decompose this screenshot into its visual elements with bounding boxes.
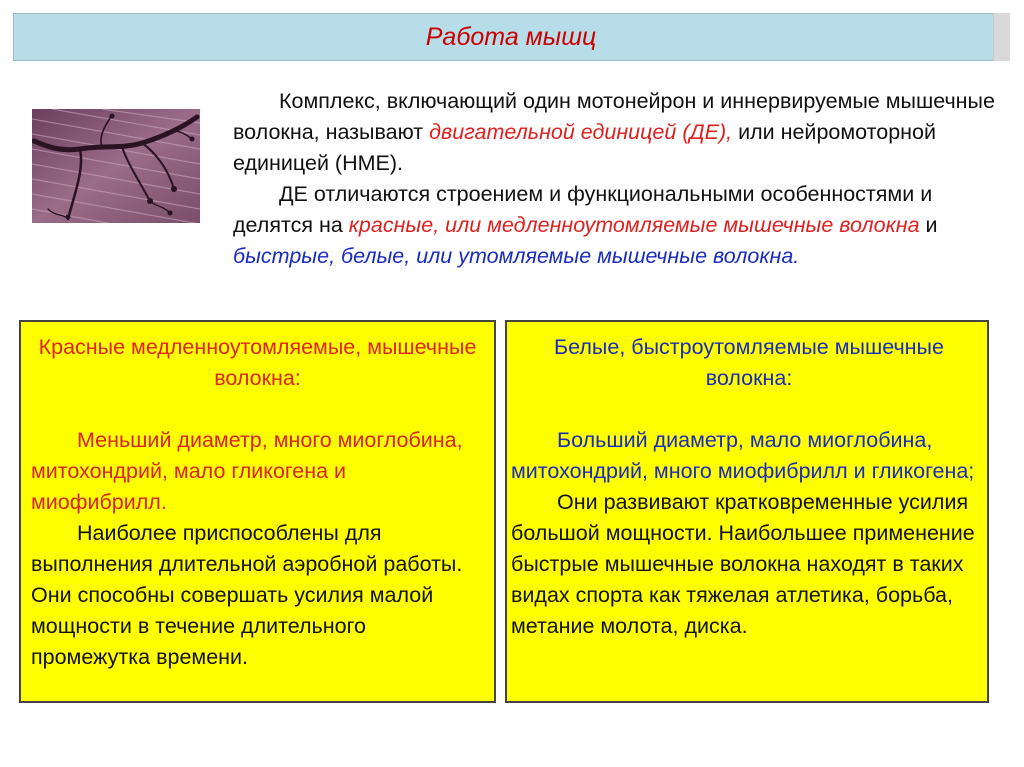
intro-paragraph-2: ДЕ отличаются строением и функциональными особенностями и делятся на красные, или медленноутомляемые мышечные волокна и быстрые, белые, или утомляемые мышечные волокна. (233, 182, 938, 268)
red-fibers-box (19, 320, 496, 703)
page-title: Работа мышц (425, 23, 597, 51)
slide-title-bar (13, 13, 1009, 61)
red-fibers-term: красные, или медленноутомляемые мышечные волокна (348, 213, 920, 237)
intro-paragraph-1: Комплекс, включающий один мотонейрон и иннервируемые мышечные волокна, называют двигательной единицей (ДЕ), или нейромоторной единицей (НМЕ). (233, 89, 995, 175)
white-fibers-description: Они развивают кратковременные усилия большой мощности. Наибольшее применение быстрые мышечные волокна находят в таких видах спорта как тяжелая атлетика, борьба, метание молота, диска. (511, 490, 975, 638)
white-fibers-properties: Больший диаметр, мало миоглобина, митохондрий, много миофибрилл и гликогена; (511, 428, 975, 483)
white-fibers-box (505, 320, 989, 703)
intro-text (233, 86, 1003, 272)
micrograph-nerve-icon (32, 109, 200, 223)
red-fibers-description: Наиболее приспособлены для выполнения длительной аэробной работы. Они способны совершать усилия малой мощности в течение длительного промежутка времени. (31, 521, 463, 669)
white-fibers-term: быстрые, белые, или утомляемые мышечные волокна. (233, 244, 800, 268)
red-fibers-properties: Меньший диаметр, много миоглобина, митохондрий, мало гликогена и миофибрилл. (31, 428, 463, 514)
title-bar-edge (993, 13, 1010, 61)
white-fibers-heading: Белые, быстроутомляемые мышечные волокна: (554, 335, 944, 390)
red-fibers-heading: Красные медленноутомляемые, мышечные волокна: (38, 335, 477, 390)
motor-unit-term: двигательной единицей (ДЕ), (429, 120, 733, 144)
